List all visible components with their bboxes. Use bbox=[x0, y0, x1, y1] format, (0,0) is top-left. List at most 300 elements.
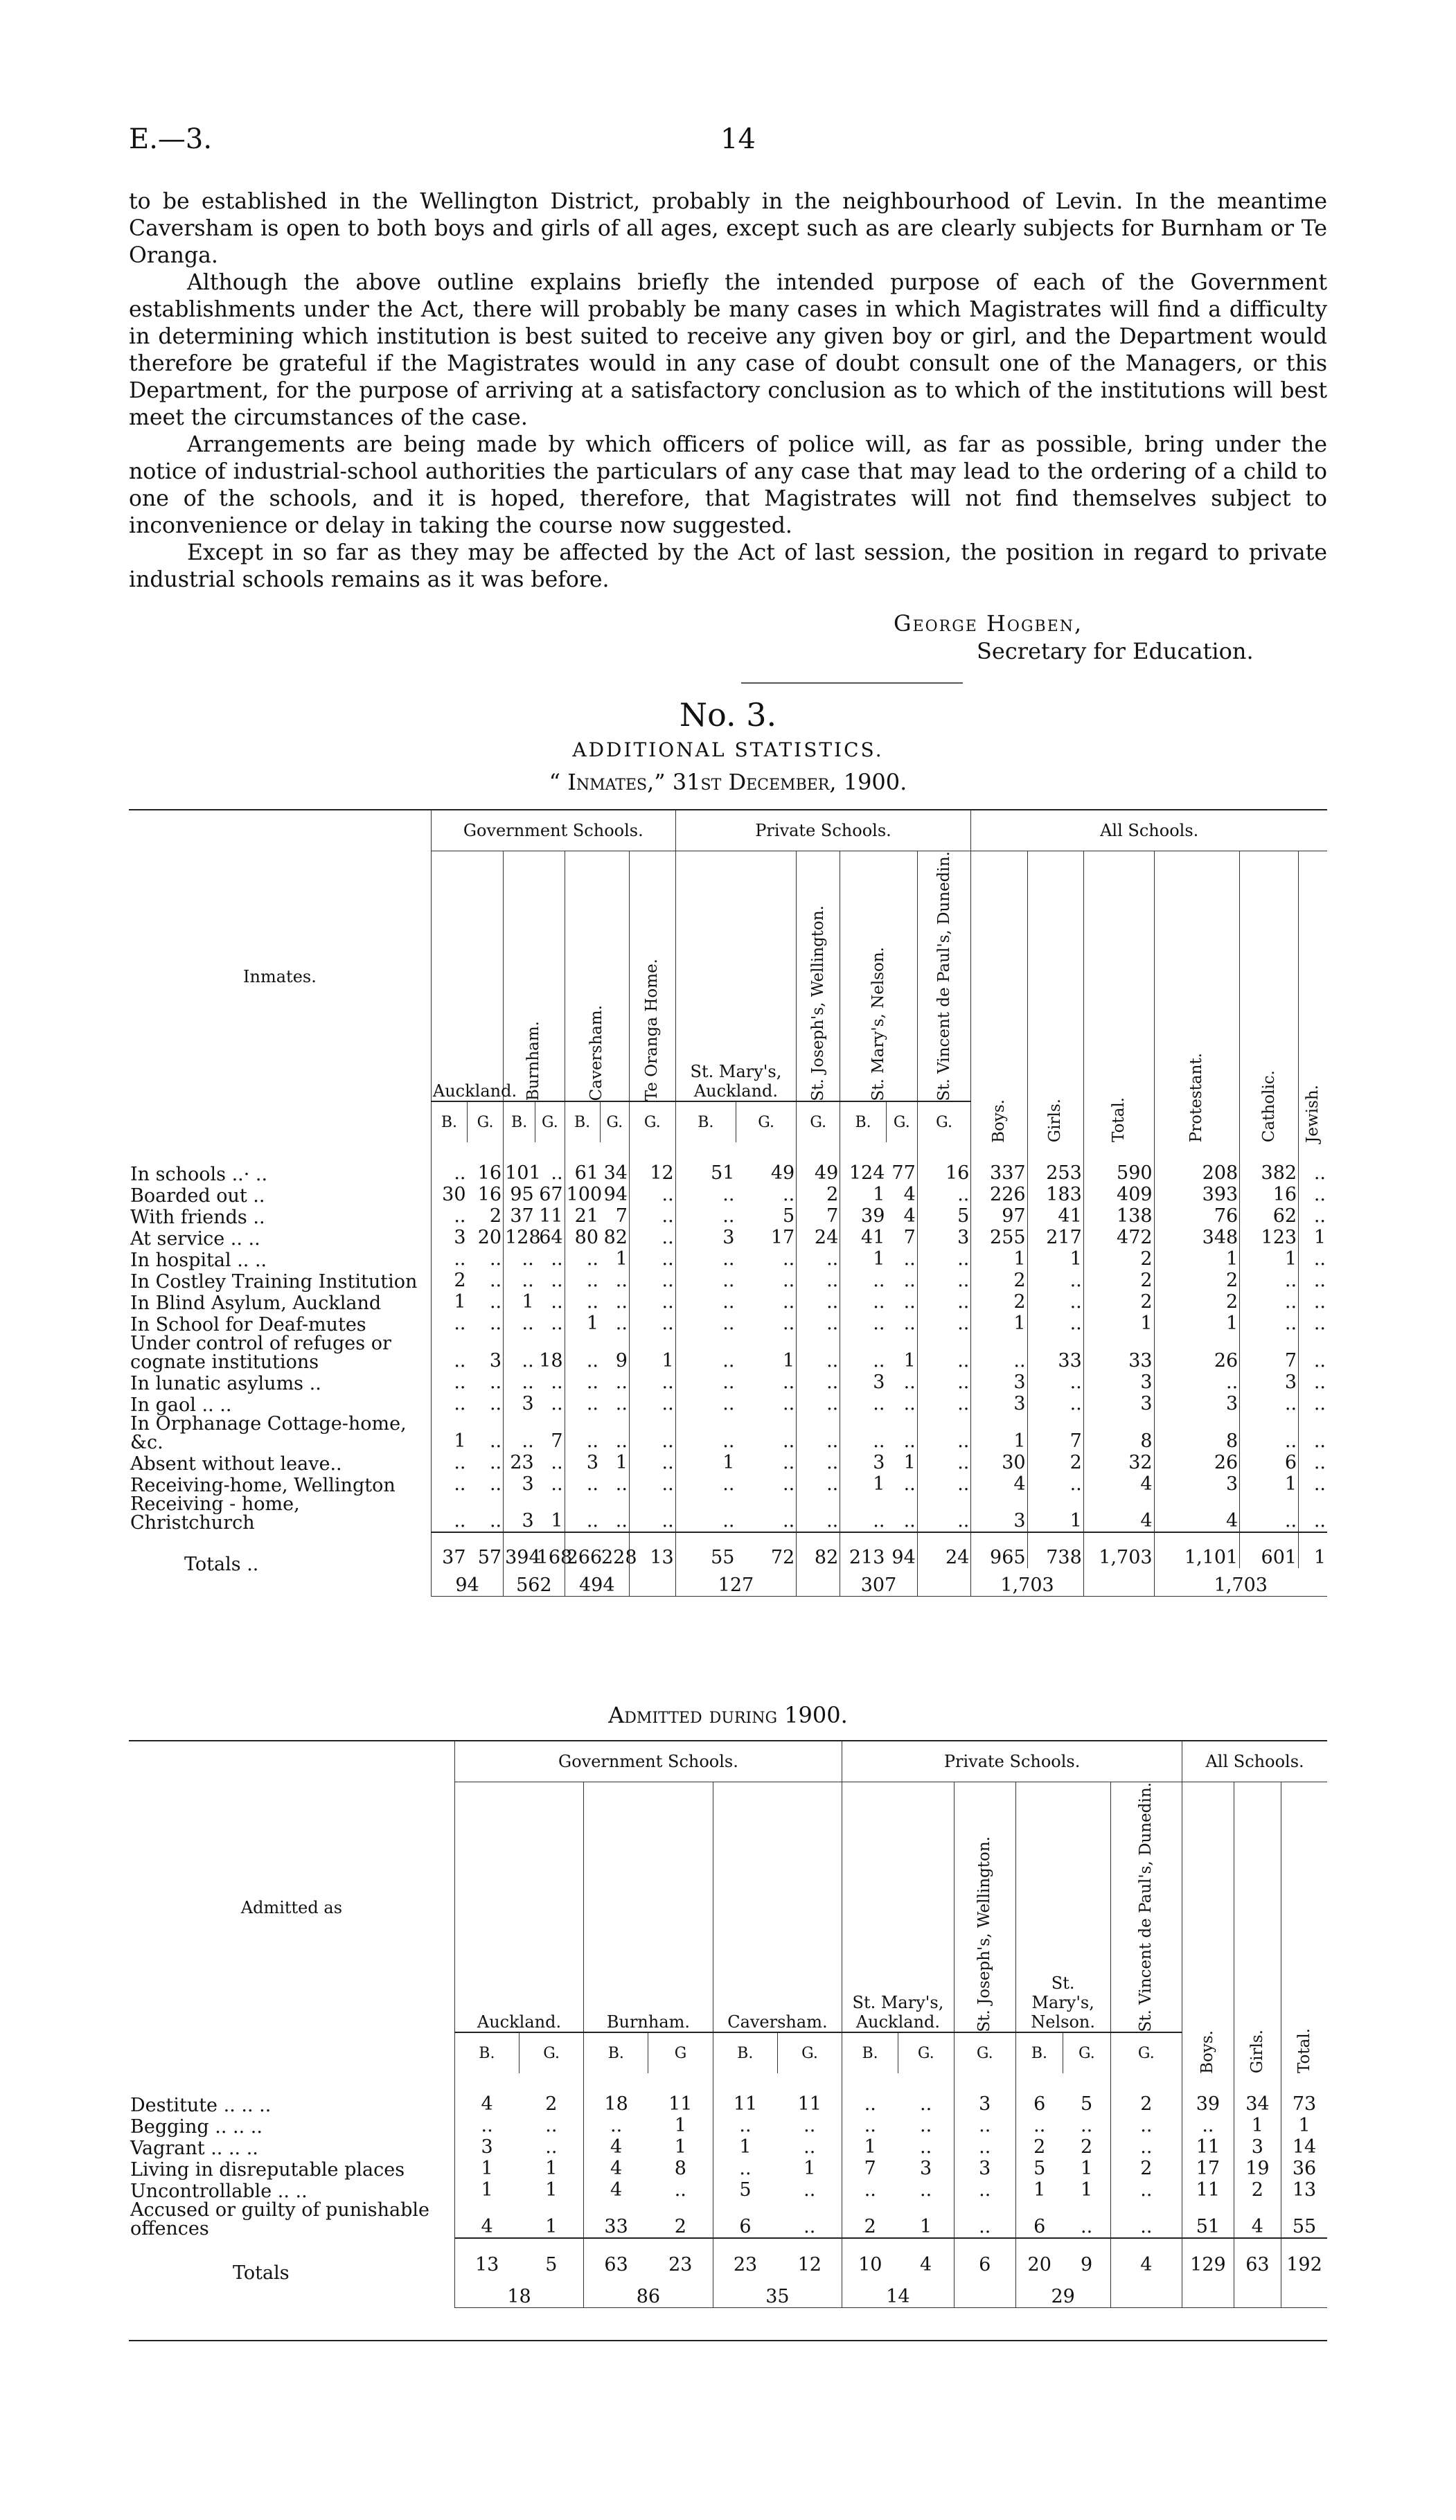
inmates-table bbox=[129, 809, 1327, 1597]
total-cell: 1 bbox=[1299, 1532, 1327, 1568]
table-cell: .. bbox=[629, 1393, 675, 1414]
table-cell: .. bbox=[535, 1270, 565, 1291]
table-cell: .. bbox=[797, 1248, 840, 1270]
table-cell: 3 bbox=[722, 1227, 735, 1249]
total-cell: 13 bbox=[629, 1532, 675, 1568]
table-cell: .. bbox=[629, 1313, 675, 1334]
table-cell: .. bbox=[629, 1473, 675, 1495]
school-header: Burnham. bbox=[584, 1782, 713, 2033]
table-cell: 33 bbox=[1027, 1334, 1083, 1372]
row-label: In School for Deaf-mutes bbox=[129, 1313, 431, 1334]
table-cell: 1 bbox=[739, 2136, 752, 2158]
table-cell: .. bbox=[736, 1473, 796, 1495]
school-header: Caversham. bbox=[587, 1005, 606, 1101]
school-header: St. Joseph's, Wellington. bbox=[975, 1836, 994, 2032]
table-cell: 1 bbox=[971, 1313, 1027, 1334]
table-cell: .. bbox=[898, 2073, 954, 2115]
paragraph: Although the above outline explains briefly the intended purpose of each of the Government establishments under the Act, there will probably be many cases in which Magistrates will find a difficulty in determining which institution is best suited to receive any given boy or girl, and the Department would therefore be grateful if the Magistrates would in any case of doubt consult one of the Managers, or this Department, for the purpose of arriving at a satisfactory conclusion as to which of the institutions will best meet the circumstances of the case. bbox=[129, 270, 1327, 430]
table-cell: 2 bbox=[797, 1184, 840, 1205]
school-header: Total. bbox=[1295, 2028, 1313, 2074]
table-cell: .. bbox=[1027, 1473, 1083, 1495]
table-cell: .. bbox=[535, 1142, 565, 1184]
table-cell: 1 bbox=[886, 1452, 917, 1473]
table-cell: .. bbox=[600, 1473, 629, 1495]
table-cell: .. bbox=[600, 1372, 629, 1393]
table-cell: 2 bbox=[1033, 2136, 1046, 2158]
sex-header: G. bbox=[520, 2032, 584, 2073]
table-cell: 39 bbox=[861, 1205, 885, 1227]
table-cell: .. bbox=[886, 1393, 917, 1414]
total-cell: 63 bbox=[584, 2238, 648, 2275]
table-cell: 1 bbox=[1063, 2158, 1110, 2179]
table-cell: .. bbox=[586, 1270, 598, 1292]
table-cell: 3 bbox=[971, 1372, 1027, 1393]
table-cell: .. bbox=[1240, 1393, 1299, 1414]
table-cell: .. bbox=[736, 1313, 796, 1334]
table-cell: .. bbox=[1182, 2115, 1234, 2136]
table-cell: .. bbox=[468, 1372, 504, 1393]
divider bbox=[741, 682, 963, 684]
table-cell: 32 bbox=[1083, 1452, 1154, 1473]
total-cell: 23 bbox=[648, 2238, 713, 2275]
table1-title: “ Inmates,” 31st December, 1900. bbox=[549, 769, 907, 795]
total-cell: 72 bbox=[736, 1532, 796, 1568]
table-cell: .. bbox=[917, 1414, 971, 1452]
table-cell: .. bbox=[454, 1248, 466, 1270]
table-cell: .. bbox=[873, 1350, 885, 1372]
table-cell: .. bbox=[1313, 1473, 1326, 1496]
table-cell: 1 bbox=[629, 1334, 675, 1372]
school-header: St. Mary's, Nelson. bbox=[869, 946, 887, 1101]
table-cell: .. bbox=[1313, 1430, 1326, 1453]
sex-header: B. bbox=[431, 1101, 467, 1142]
table-cell: .. bbox=[797, 1495, 840, 1532]
table-cell: 1 bbox=[481, 2179, 493, 2201]
row-label: Vagrant .. .. .. bbox=[129, 2136, 454, 2158]
sex-header: B. bbox=[713, 2032, 777, 2073]
total-cell: 601 bbox=[1240, 1532, 1299, 1568]
total-cell: 94 bbox=[886, 1532, 917, 1568]
table-cell: 26 bbox=[1154, 1452, 1240, 1473]
table-cell: 4 bbox=[481, 2216, 493, 2238]
table-cell: .. bbox=[873, 1291, 885, 1313]
table-cell: 41 bbox=[861, 1227, 885, 1249]
table-cell: .. bbox=[481, 2115, 493, 2137]
table-row bbox=[129, 1205, 1327, 1227]
table-cell: 1 bbox=[1154, 1313, 1240, 1334]
table-cell: 1 bbox=[971, 1414, 1027, 1452]
total-cell: 1,101 bbox=[1154, 1532, 1240, 1568]
table-cell: .. bbox=[586, 1430, 598, 1453]
signatory-title: Secretary for Education. bbox=[977, 638, 1254, 664]
table-cell: 1 bbox=[454, 1291, 466, 1313]
table-cell: .. bbox=[917, 1452, 971, 1473]
table-cell: .. bbox=[629, 1227, 675, 1248]
table-cell: 55 bbox=[1292, 2216, 1317, 2238]
table-cell: .. bbox=[1313, 1350, 1326, 1372]
table-cell: .. bbox=[454, 1162, 466, 1184]
table-cell: .. bbox=[586, 1248, 598, 1270]
table-cell: 12 bbox=[629, 1142, 675, 1184]
table-cell: 4 bbox=[886, 1205, 917, 1227]
table-cell: 21 bbox=[574, 1205, 598, 1227]
table-cell: .. bbox=[468, 1495, 504, 1532]
table-cell: 62 bbox=[1240, 1205, 1299, 1227]
total-cell: 738 bbox=[1027, 1532, 1083, 1568]
subtotal-cell: 29 bbox=[1015, 2275, 1110, 2307]
table-cell: .. bbox=[629, 1414, 675, 1452]
table-cell: .. bbox=[777, 2115, 842, 2136]
table-cell: 77 bbox=[886, 1142, 917, 1184]
table-cell: .. bbox=[468, 1473, 504, 1495]
section-subtitle: ADDITIONAL STATISTICS. bbox=[572, 738, 884, 761]
table-cell: .. bbox=[600, 1270, 629, 1291]
table-cell: 3 bbox=[481, 2136, 493, 2158]
total-cell: 37 bbox=[431, 1532, 467, 1568]
table-cell: 4 bbox=[610, 2179, 623, 2201]
table-cell: 2 bbox=[1063, 2136, 1110, 2158]
table-cell: 5 bbox=[1063, 2073, 1110, 2115]
sex-header: G. bbox=[917, 1101, 971, 1142]
table-cell: .. bbox=[722, 1393, 735, 1415]
row-label: In Orphanage Cottage-home, &c. bbox=[129, 1414, 431, 1452]
table-cell: 5 bbox=[736, 1205, 796, 1227]
table-cell: .. bbox=[898, 2179, 954, 2201]
school-header: Protestant. bbox=[1187, 1053, 1206, 1143]
sex-header: G. bbox=[600, 1101, 629, 1142]
table-cell: 2 bbox=[864, 2216, 876, 2238]
table-cell: .. bbox=[797, 1414, 840, 1452]
table-row bbox=[129, 1452, 1327, 1473]
table-cell: .. bbox=[468, 1313, 504, 1334]
table-cell: 30 bbox=[442, 1184, 466, 1206]
table-cell: .. bbox=[586, 1350, 598, 1372]
table-cell: .. bbox=[873, 1430, 885, 1453]
document-reference: E.—3. bbox=[129, 123, 213, 155]
table-cell: .. bbox=[648, 2179, 713, 2201]
table-cell: 16 bbox=[468, 1184, 504, 1205]
table-cell: 124 bbox=[849, 1162, 885, 1184]
table-cell: 2 bbox=[648, 2201, 713, 2238]
table-cell: 217 bbox=[1027, 1227, 1083, 1248]
table-cell: 1 bbox=[535, 1495, 565, 1532]
table-cell: .. bbox=[886, 1414, 917, 1452]
table-cell: 67 bbox=[535, 1184, 565, 1205]
school-header: Auckland. bbox=[454, 1782, 583, 2033]
table-cell: 2 bbox=[1027, 1452, 1083, 1473]
group-header: All Schools. bbox=[971, 810, 1327, 851]
table-cell: .. bbox=[873, 1393, 885, 1415]
table-cell: 1 bbox=[522, 1291, 534, 1313]
table-cell: .. bbox=[886, 1291, 917, 1313]
table-cell: 2 bbox=[971, 1270, 1027, 1291]
table-cell: .. bbox=[535, 1473, 565, 1495]
table-cell: .. bbox=[722, 1350, 735, 1372]
table-cell: .. bbox=[797, 1270, 840, 1291]
row-label: In lunatic asylums .. bbox=[129, 1372, 431, 1393]
total-cell: 9 bbox=[1063, 2238, 1110, 2275]
school-header: St. Vincent de Paul's, Dunedin. bbox=[934, 851, 953, 1101]
table-cell: 1 bbox=[864, 2136, 876, 2158]
table-cell: 1 bbox=[520, 2201, 584, 2238]
row-label: Living in disreputable places bbox=[129, 2158, 454, 2179]
table-row bbox=[129, 1248, 1327, 1270]
empty-cell bbox=[917, 1568, 971, 1596]
table-cell: 337 bbox=[971, 1142, 1027, 1184]
table-cell: .. bbox=[722, 1270, 735, 1292]
table-cell: .. bbox=[1313, 1313, 1326, 1335]
table-cell: .. bbox=[468, 1393, 504, 1414]
total-cell: 228 bbox=[600, 1532, 629, 1568]
table-cell: .. bbox=[1313, 1452, 1326, 1474]
table-cell: .. bbox=[886, 1495, 917, 1532]
totals-label: Totals bbox=[129, 2238, 454, 2307]
table-cell: 2 bbox=[1083, 1270, 1154, 1291]
school-header: St. Vincent de Paul's, Dunedin. bbox=[1137, 1782, 1155, 2032]
table-cell: .. bbox=[454, 1510, 466, 1532]
table-cell: 1 bbox=[722, 1452, 735, 1474]
table-cell: 1 bbox=[777, 2158, 842, 2179]
school-header: Jewish. bbox=[1304, 1084, 1322, 1143]
paragraph: Except in so far as they may be affected by the Act of last session, the position in regard to private industrial schools remains as it was before. bbox=[129, 540, 1327, 592]
table-cell: 1 bbox=[481, 2158, 493, 2180]
school-header: St. Mary's, Auckland. bbox=[842, 1782, 955, 2033]
row-label: At service .. .. bbox=[129, 1227, 431, 1248]
table-cell: 2 bbox=[1154, 1291, 1240, 1313]
table-cell: .. bbox=[1027, 1372, 1083, 1393]
table-cell: .. bbox=[722, 1473, 735, 1496]
table-cell: 1 bbox=[520, 2158, 584, 2179]
total-cell: 213 bbox=[840, 1532, 887, 1568]
table-cell: 3 bbox=[1154, 1473, 1240, 1495]
table-cell: .. bbox=[797, 1291, 840, 1313]
table-cell: 348 bbox=[1154, 1227, 1240, 1248]
table-cell: 2 bbox=[520, 2073, 584, 2115]
table-cell: 1 bbox=[873, 1248, 885, 1270]
table-row bbox=[129, 1414, 1327, 1452]
table-cell: .. bbox=[873, 1510, 885, 1532]
row-label: Under control of refuges or cognate institutions bbox=[129, 1334, 431, 1372]
subtotal-cell: 14 bbox=[842, 2275, 955, 2307]
table-cell: .. bbox=[971, 1334, 1027, 1372]
sex-header: G. bbox=[535, 1101, 565, 1142]
table-cell: .. bbox=[797, 1393, 840, 1414]
table-cell: 97 bbox=[971, 1205, 1027, 1227]
table-cell: .. bbox=[600, 1393, 629, 1414]
table-cell: .. bbox=[629, 1372, 675, 1393]
total-cell: 20 bbox=[1015, 2238, 1063, 2275]
sex-header: B. bbox=[565, 1101, 600, 1142]
table-cell: 1 bbox=[1240, 1248, 1299, 1270]
table-cell: .. bbox=[468, 1291, 504, 1313]
table-cell: 1 bbox=[600, 1452, 629, 1473]
table-cell: .. bbox=[1240, 1414, 1299, 1452]
table-cell: 3 bbox=[1240, 1372, 1299, 1393]
table-cell: .. bbox=[454, 1313, 466, 1335]
table-cell: .. bbox=[454, 1372, 466, 1394]
table-cell: 17 bbox=[736, 1227, 796, 1248]
table-cell: 16 bbox=[468, 1142, 504, 1184]
table-cell: 2 bbox=[468, 1205, 504, 1227]
table-row bbox=[129, 2179, 1327, 2201]
table-cell: 19 bbox=[1234, 2158, 1281, 2179]
table-cell: .. bbox=[917, 1270, 971, 1291]
table-cell: 73 bbox=[1292, 2093, 1317, 2115]
table-cell: .. bbox=[736, 1291, 796, 1313]
table-cell: .. bbox=[522, 1372, 534, 1394]
total-cell: 82 bbox=[797, 1532, 840, 1568]
table-row bbox=[129, 1313, 1327, 1334]
table-cell: .. bbox=[1027, 1270, 1083, 1291]
body-text bbox=[129, 188, 1327, 594]
table-cell: .. bbox=[1110, 2201, 1182, 2238]
empty-cell bbox=[797, 1568, 840, 1596]
totals-row bbox=[129, 1532, 1327, 1568]
table-cell: .. bbox=[522, 1270, 534, 1292]
table-cell: .. bbox=[1313, 1372, 1326, 1394]
table-cell: .. bbox=[722, 1291, 735, 1313]
table-cell: 1 bbox=[1033, 2179, 1046, 2201]
table-cell: 1 bbox=[1154, 1248, 1240, 1270]
table-cell: .. bbox=[917, 1291, 971, 1313]
table-cell: .. bbox=[629, 1270, 675, 1291]
empty-cell bbox=[1083, 1568, 1154, 1596]
row-label: Begging .. .. .. bbox=[129, 2115, 454, 2136]
table-row bbox=[129, 2073, 1327, 2115]
sex-header: G. bbox=[898, 2032, 954, 2073]
table-cell: 4 bbox=[1083, 1495, 1154, 1532]
row-label: In Blind Asylum, Auckland bbox=[129, 1291, 431, 1313]
table-cell: .. bbox=[535, 1291, 565, 1313]
table-cell: .. bbox=[1063, 2115, 1110, 2136]
total-cell: 6 bbox=[954, 2238, 1015, 2275]
table-cell: 11 bbox=[733, 2093, 758, 2115]
table-cell: .. bbox=[468, 1248, 504, 1270]
section-number: No. 3. bbox=[679, 696, 777, 734]
table-cell: 95 bbox=[510, 1184, 534, 1206]
table-cell: .. bbox=[629, 1205, 675, 1227]
table-cell: 34 bbox=[600, 1142, 629, 1184]
total-cell: 168 bbox=[535, 1532, 565, 1568]
table-cell: 1 bbox=[1298, 2115, 1311, 2137]
table-cell: 3 bbox=[971, 1495, 1027, 1532]
signature-block bbox=[894, 610, 1254, 665]
table-cell: 3 bbox=[954, 2158, 1015, 2179]
table-cell: .. bbox=[1313, 1184, 1326, 1206]
table-cell: .. bbox=[522, 1248, 534, 1270]
page-number: 14 bbox=[720, 123, 756, 155]
table-cell: .. bbox=[736, 1414, 796, 1452]
table-cell: 3 bbox=[1234, 2136, 1281, 2158]
table-cell: .. bbox=[454, 1452, 466, 1474]
table-cell: 7 bbox=[797, 1205, 840, 1227]
table-cell: 94 bbox=[600, 1184, 629, 1205]
table-cell: .. bbox=[886, 1313, 917, 1334]
empty-cell bbox=[1182, 2275, 1234, 2307]
table-cell: .. bbox=[917, 1372, 971, 1393]
table-cell: 208 bbox=[1154, 1142, 1240, 1184]
table-cell: .. bbox=[522, 1313, 534, 1335]
table-cell: .. bbox=[600, 1414, 629, 1452]
table-cell: 18 bbox=[604, 2093, 628, 2115]
table-cell: 17 bbox=[1182, 2158, 1234, 2179]
table-cell: .. bbox=[522, 1430, 534, 1453]
table-cell: .. bbox=[454, 1393, 466, 1415]
table-cell: 11 bbox=[648, 2073, 713, 2115]
table-cell: 76 bbox=[1154, 1205, 1240, 1227]
table-cell: 39 bbox=[1182, 2073, 1234, 2115]
table-cell: 5 bbox=[917, 1205, 971, 1227]
table-cell: 1 bbox=[648, 2136, 713, 2158]
table-cell: 1 bbox=[1234, 2115, 1281, 2136]
group-header: All Schools. bbox=[1182, 1741, 1327, 1782]
table-cell: .. bbox=[797, 1452, 840, 1473]
table-cell: .. bbox=[1240, 1495, 1299, 1532]
table-cell: 3 bbox=[898, 2158, 954, 2179]
sex-header: G. bbox=[777, 2032, 842, 2073]
school-header: Te Oranga Home. bbox=[643, 959, 662, 1101]
table-cell: .. bbox=[454, 1205, 466, 1227]
sex-header: B. bbox=[454, 2032, 519, 2073]
subtotal-cell: 494 bbox=[565, 1568, 629, 1596]
divider bbox=[129, 2340, 1327, 2341]
row-label: Absent without leave.. bbox=[129, 1452, 431, 1473]
table-cell: 409 bbox=[1083, 1184, 1154, 1205]
table-cell: .. bbox=[586, 1291, 598, 1313]
table-cell: 11 bbox=[1182, 2136, 1234, 2158]
table-cell: .. bbox=[722, 1248, 735, 1270]
paragraph: Arrangements are being made by which officers of police will, as far as possible, bring under the notice of industrial-school authorities the particulars of any case that may lead to the ordering of a child to one of the schools, and it is hoped, therefore, that Magistrates will not find themselves subject to inconvenience or delay in taking the course now suggested. bbox=[129, 432, 1327, 538]
table-row bbox=[129, 1334, 1327, 1372]
table-cell: .. bbox=[722, 1205, 735, 1227]
table-cell: 100 bbox=[566, 1184, 603, 1206]
table-cell: 51 bbox=[1182, 2201, 1234, 2238]
table-cell: .. bbox=[629, 1452, 675, 1473]
table-cell: .. bbox=[535, 1313, 565, 1334]
empty-cell bbox=[1281, 2275, 1327, 2307]
table-cell: .. bbox=[629, 1248, 675, 1270]
table-cell: .. bbox=[873, 1313, 885, 1335]
total-cell: 5 bbox=[520, 2238, 584, 2275]
table-cell: .. bbox=[886, 1473, 917, 1495]
admitted-table bbox=[129, 1740, 1327, 2308]
table-cell: 2 bbox=[1234, 2179, 1281, 2201]
table-cell: 393 bbox=[1154, 1184, 1240, 1205]
table-cell: 3 bbox=[454, 1227, 466, 1249]
table-cell: 128 bbox=[505, 1227, 541, 1249]
subtotal-cell: 127 bbox=[675, 1568, 797, 1596]
table-cell: .. bbox=[586, 1393, 598, 1415]
table-cell: .. bbox=[586, 1372, 598, 1394]
table-cell: .. bbox=[886, 1270, 917, 1291]
subtotal-cell: 1,703 bbox=[1154, 1568, 1327, 1596]
table-cell: .. bbox=[917, 1334, 971, 1372]
table-cell: 26 bbox=[1154, 1334, 1240, 1372]
sex-header: G. bbox=[1110, 2032, 1182, 2073]
table-cell: 11 bbox=[535, 1205, 565, 1227]
table-cell: 24 bbox=[797, 1227, 840, 1248]
table-cell: 51 bbox=[711, 1162, 735, 1184]
table-cell: 1 bbox=[971, 1248, 1027, 1270]
sex-header: G. bbox=[468, 1101, 504, 1142]
table-cell: .. bbox=[917, 1393, 971, 1414]
subtotal-cell: 18 bbox=[454, 2275, 583, 2307]
table-cell: 7 bbox=[1240, 1334, 1299, 1372]
table-cell: .. bbox=[739, 2158, 752, 2180]
table-cell: 2 bbox=[1110, 2158, 1182, 2179]
table-cell: 3 bbox=[522, 1393, 534, 1415]
table-cell: 1 bbox=[736, 1334, 796, 1372]
